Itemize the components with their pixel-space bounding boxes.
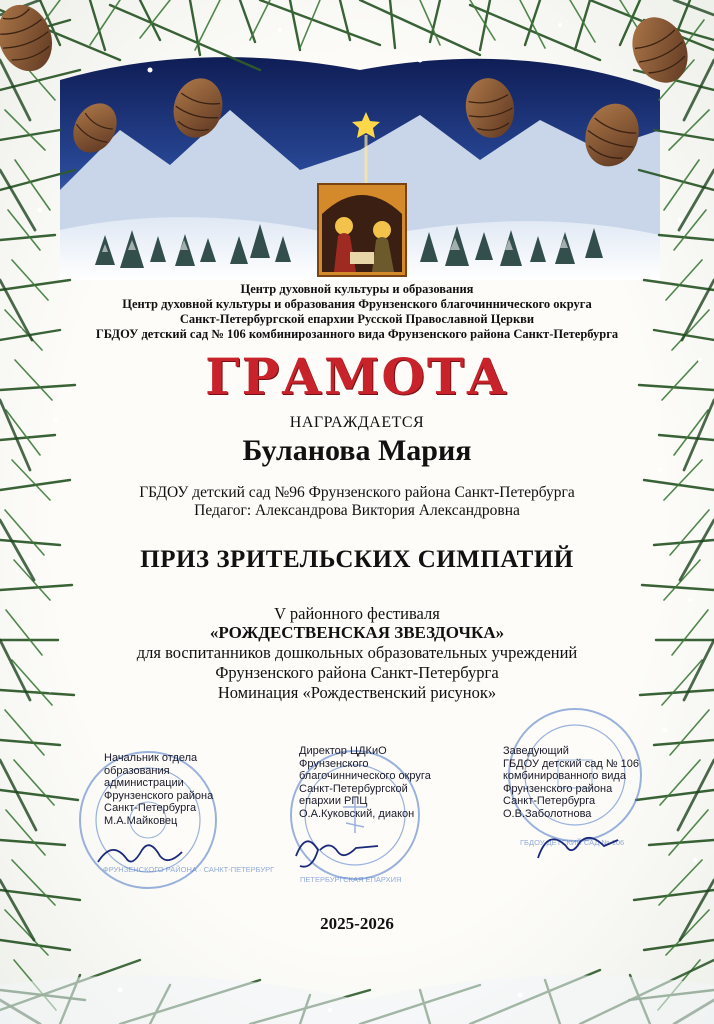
- teacher-text: Педагог: Александрова Виктория Александровна: [194, 502, 520, 519]
- header-line-4: ГБДОУ детский сад № 106 комбинирозанного вида Фрунзенского района Санкт-Петербурга: [95, 327, 619, 341]
- stamp-center-text: ПЕТЕРБУРГСКАЯ ЕПАРХИЯ: [300, 875, 402, 884]
- stamp-left-text: ФРУНЗЕНСКОГО РАЙОНА · САНКТ-ПЕТЕРБУРГ: [103, 865, 275, 874]
- recipient-name: Буланова Мария: [242, 434, 472, 467]
- festival-line-3: для воспитанников дошкольных образовательных учреждений: [136, 643, 578, 662]
- festival-name: «РОЖДЕСТВЕНСКАЯ ЗВЕЗДОЧКА»: [209, 623, 505, 642]
- academic-year: 2025-2026: [320, 914, 394, 933]
- nativity-icon: [318, 184, 406, 276]
- prize-title: ПРИЗ ЗРИТЕЛЬСКИХ СИМПАТИЙ: [140, 546, 574, 573]
- certificate-title: ГРАМОТА: [205, 347, 509, 406]
- signature-block-right: Заведующий ГБДОУ детский сад № 106 комбинированного вида Фрунзенского района Санкт-Петербурга О.В.Заболотнова: [503, 745, 640, 820]
- winter-landscape-image: [60, 57, 660, 280]
- header-line-3: Санкт-Петербургской епархии Русской Православной Церкви: [179, 312, 535, 326]
- stamp-right-text: ГБДОУ ДЕТСКИЙ САД № 106: [520, 838, 625, 847]
- nomination-text: Номинация «Рождественский рисунок»: [217, 683, 497, 702]
- signature-block-left: Начальник отдела образования администрации Фрунзенского района Санкт-Петербурга М.А.Майковец: [104, 752, 214, 827]
- festival-line-1: V районного фестиваля: [274, 604, 440, 623]
- institution-text: ГБДОУ детский сад №96 Фрунзенского района Санкт-Петербурга: [139, 484, 575, 501]
- awarded-label: НАГРАЖДАЕТСЯ: [289, 414, 425, 431]
- header-line-2: Центр духовной культуры и образования Фрунзенского благочиннического округа: [122, 297, 592, 311]
- header-line-1: Центр духовной культуры и образования: [240, 282, 474, 296]
- festival-line-4: Фрунзенского района Санкт-Петербурга: [215, 663, 499, 682]
- signature-block-center: Директор ЦДКиО Фрунзенского благочиннического округа Санкт-Петербургской епархии РПЦ О.А.Куковский, диакон: [299, 745, 431, 820]
